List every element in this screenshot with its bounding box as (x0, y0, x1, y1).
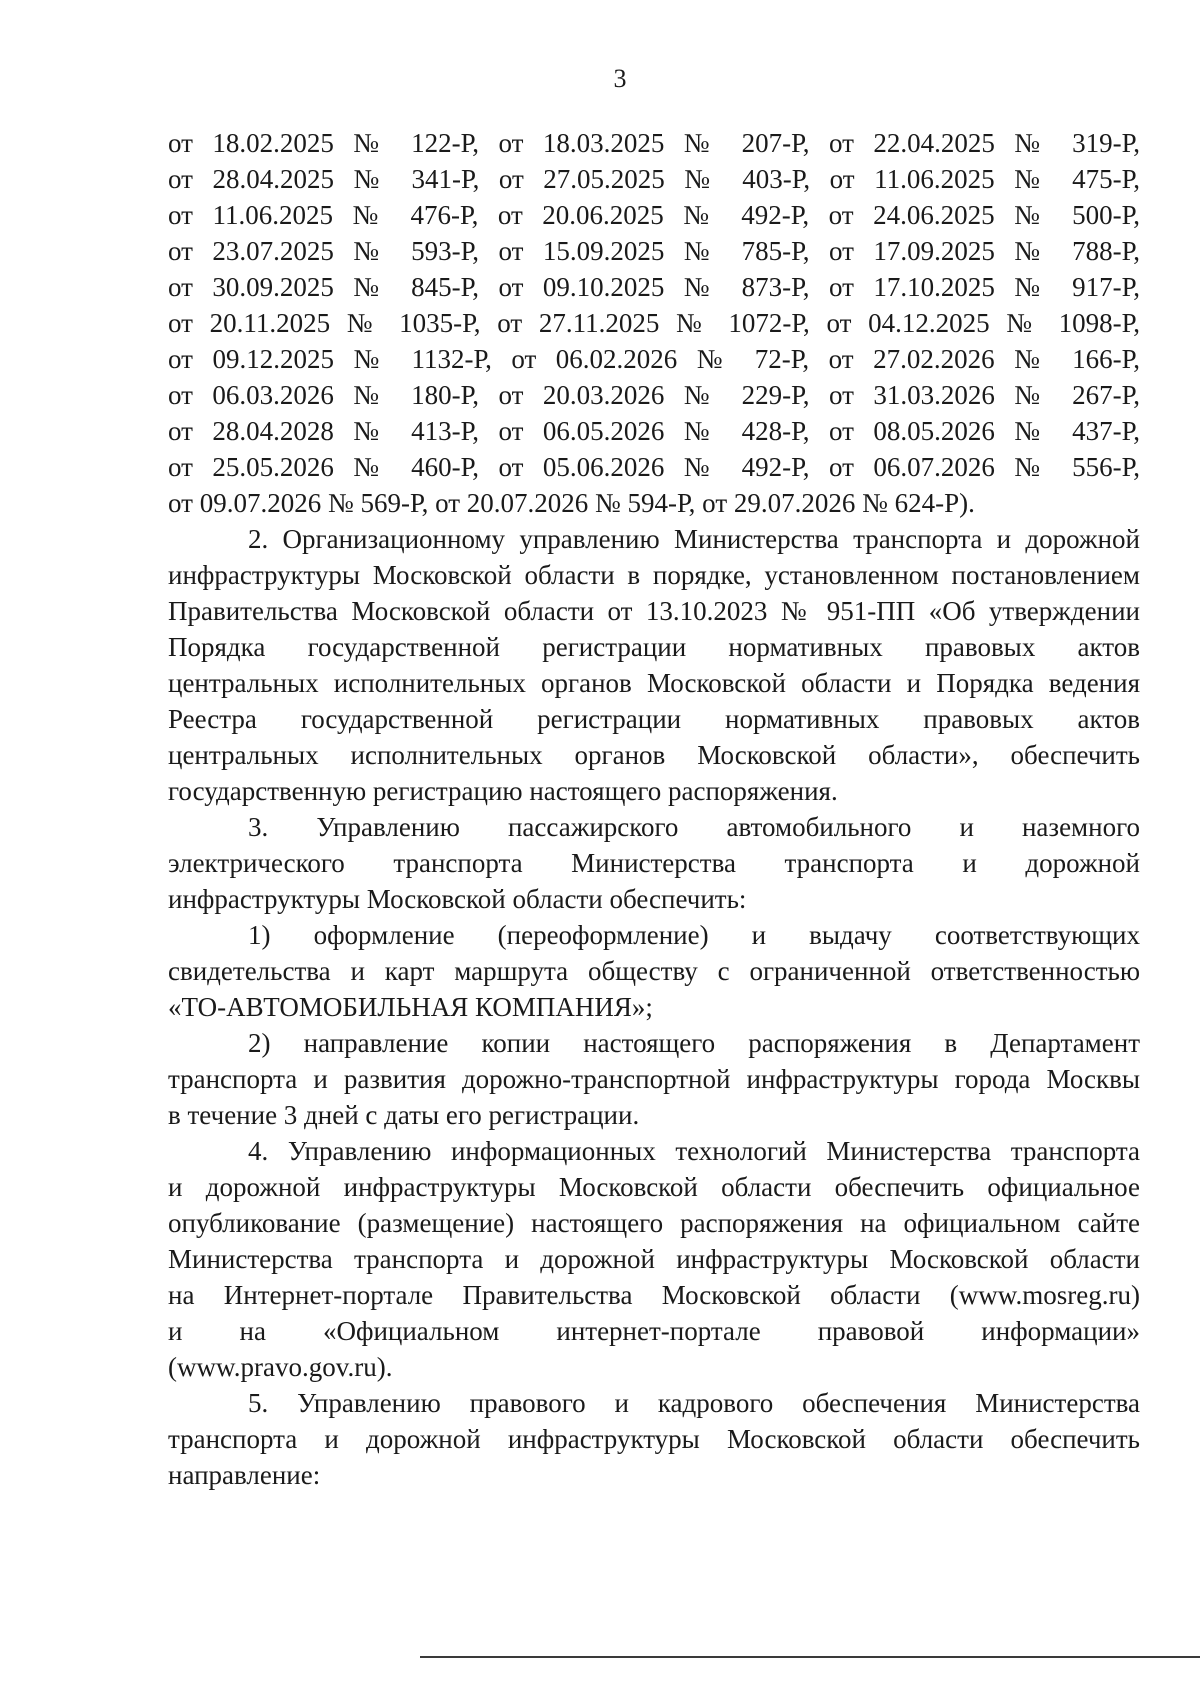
text-line: (www.pravo.gov.ru). (168, 1352, 393, 1382)
page-number: 3 (613, 64, 627, 93)
text-line: 2. Организационному управлению Министерства транспорта и дорожной (248, 524, 1140, 554)
text-line: и дорожной инфраструктуры Московской области обеспечить официальное (168, 1172, 1140, 1202)
text-line: от 30.09.2025 № 845-Р, от 09.10.2025 № 873-Р, от 17.10.2025 № 917-Р, (168, 272, 1140, 302)
text-line: от 11.06.2025 № 476-Р, от 20.06.2025 № 492-Р, от 24.06.2025 № 500-Р, (168, 200, 1140, 230)
text-line: государственную регистрацию настоящего распоряжения. (168, 776, 838, 806)
text-line: опубликование (размещение) настоящего распоряжения на официальном сайте (168, 1208, 1140, 1238)
text-line: «ТО-АВТОМОБИЛЬНАЯ КОМПАНИЯ»; (168, 992, 653, 1022)
document-body (168, 125, 1140, 1493)
text-line: Министерства транспорта и дорожной инфраструктуры Московской области (168, 1244, 1140, 1274)
text-line: транспорта и дорожной инфраструктуры Московской области обеспечить (168, 1424, 1140, 1454)
text-line: и на «Официальном интернет-портале правовой информации» (168, 1316, 1140, 1346)
text-line: от 18.02.2025 № 122-Р, от 18.03.2025 № 207-Р, от 22.04.2025 № 319-Р, (168, 128, 1140, 158)
text-line: центральных исполнительных органов Московской области», обеспечить (168, 740, 1140, 770)
text-line: от 23.07.2025 № 593-Р, от 15.09.2025 № 785-Р, от 17.09.2025 № 788-Р, (168, 236, 1140, 266)
text-line: от 28.04.2025 № 341-Р, от 27.05.2025 № 403-Р, от 11.06.2025 № 475-Р, (168, 164, 1140, 194)
text-line: от 28.04.2028 № 413-Р, от 06.05.2026 № 428-Р, от 08.05.2026 № 437-Р, (168, 416, 1140, 446)
text-line: инфраструктуры Московской области обеспечить: (168, 884, 747, 914)
text-line: электрического транспорта Министерства транспорта и дорожной (168, 848, 1140, 878)
text-line: от 09.12.2025 № 1132-Р, от 06.02.2026 № 72-Р, от 27.02.2026 № 166-Р, (168, 344, 1140, 374)
text-line: свидетельства и карт маршрута обществу с ограниченной ответственностью (168, 956, 1140, 986)
text-line: в течение 3 дней с даты его регистрации. (168, 1100, 640, 1130)
text-line: транспорта и развития дорожно-транспортной инфраструктуры города Москвы (168, 1064, 1140, 1094)
text-line: 2) направление копии настоящего распоряжения в Департамент (248, 1028, 1140, 1058)
text-line: от 09.07.2026 № 569-Р, от 20.07.2026 № 594-Р, от 29.07.2026 № 624-Р). (168, 488, 975, 518)
text-line: Правительства Московской области от 13.10.2023 № 951-ПП «Об утверждении (168, 596, 1140, 626)
text-line: от 06.03.2026 № 180-Р, от 20.03.2026 № 229-Р, от 31.03.2026 № 267-Р, (168, 380, 1140, 410)
text-line: от 20.11.2025 № 1035-Р, от 27.11.2025 № 1072-Р, от 04.12.2025 № 1098-Р, (168, 308, 1140, 338)
text-line: Порядка государственной регистрации нормативных правовых актов (168, 632, 1140, 662)
text-line: 4. Управлению информационных технологий Министерства транспорта (248, 1136, 1140, 1166)
text-line: на Интернет-портале Правительства Московской области (www.mosreg.ru) (168, 1280, 1140, 1310)
text-line: 1) оформление (переоформление) и выдачу соответствующих (248, 920, 1140, 950)
text-line: Реестра государственной регистрации нормативных правовых актов (168, 704, 1140, 734)
text-line: от 25.05.2026 № 460-Р, от 05.06.2026 № 492-Р, от 06.07.2026 № 556-Р, (168, 452, 1140, 482)
bottom-rule (420, 1656, 1200, 1658)
text-line: направление: (168, 1460, 321, 1490)
text-line: 3. Управлению пассажирского автомобильного и наземного (248, 812, 1140, 842)
text-line: инфраструктуры Московской области в порядке, установленном постановлением (168, 560, 1140, 590)
text-line: центральных исполнительных органов Московской области и Порядка ведения (168, 668, 1140, 698)
text-line: 5. Управлению правового и кадрового обеспечения Министерства (248, 1388, 1140, 1418)
